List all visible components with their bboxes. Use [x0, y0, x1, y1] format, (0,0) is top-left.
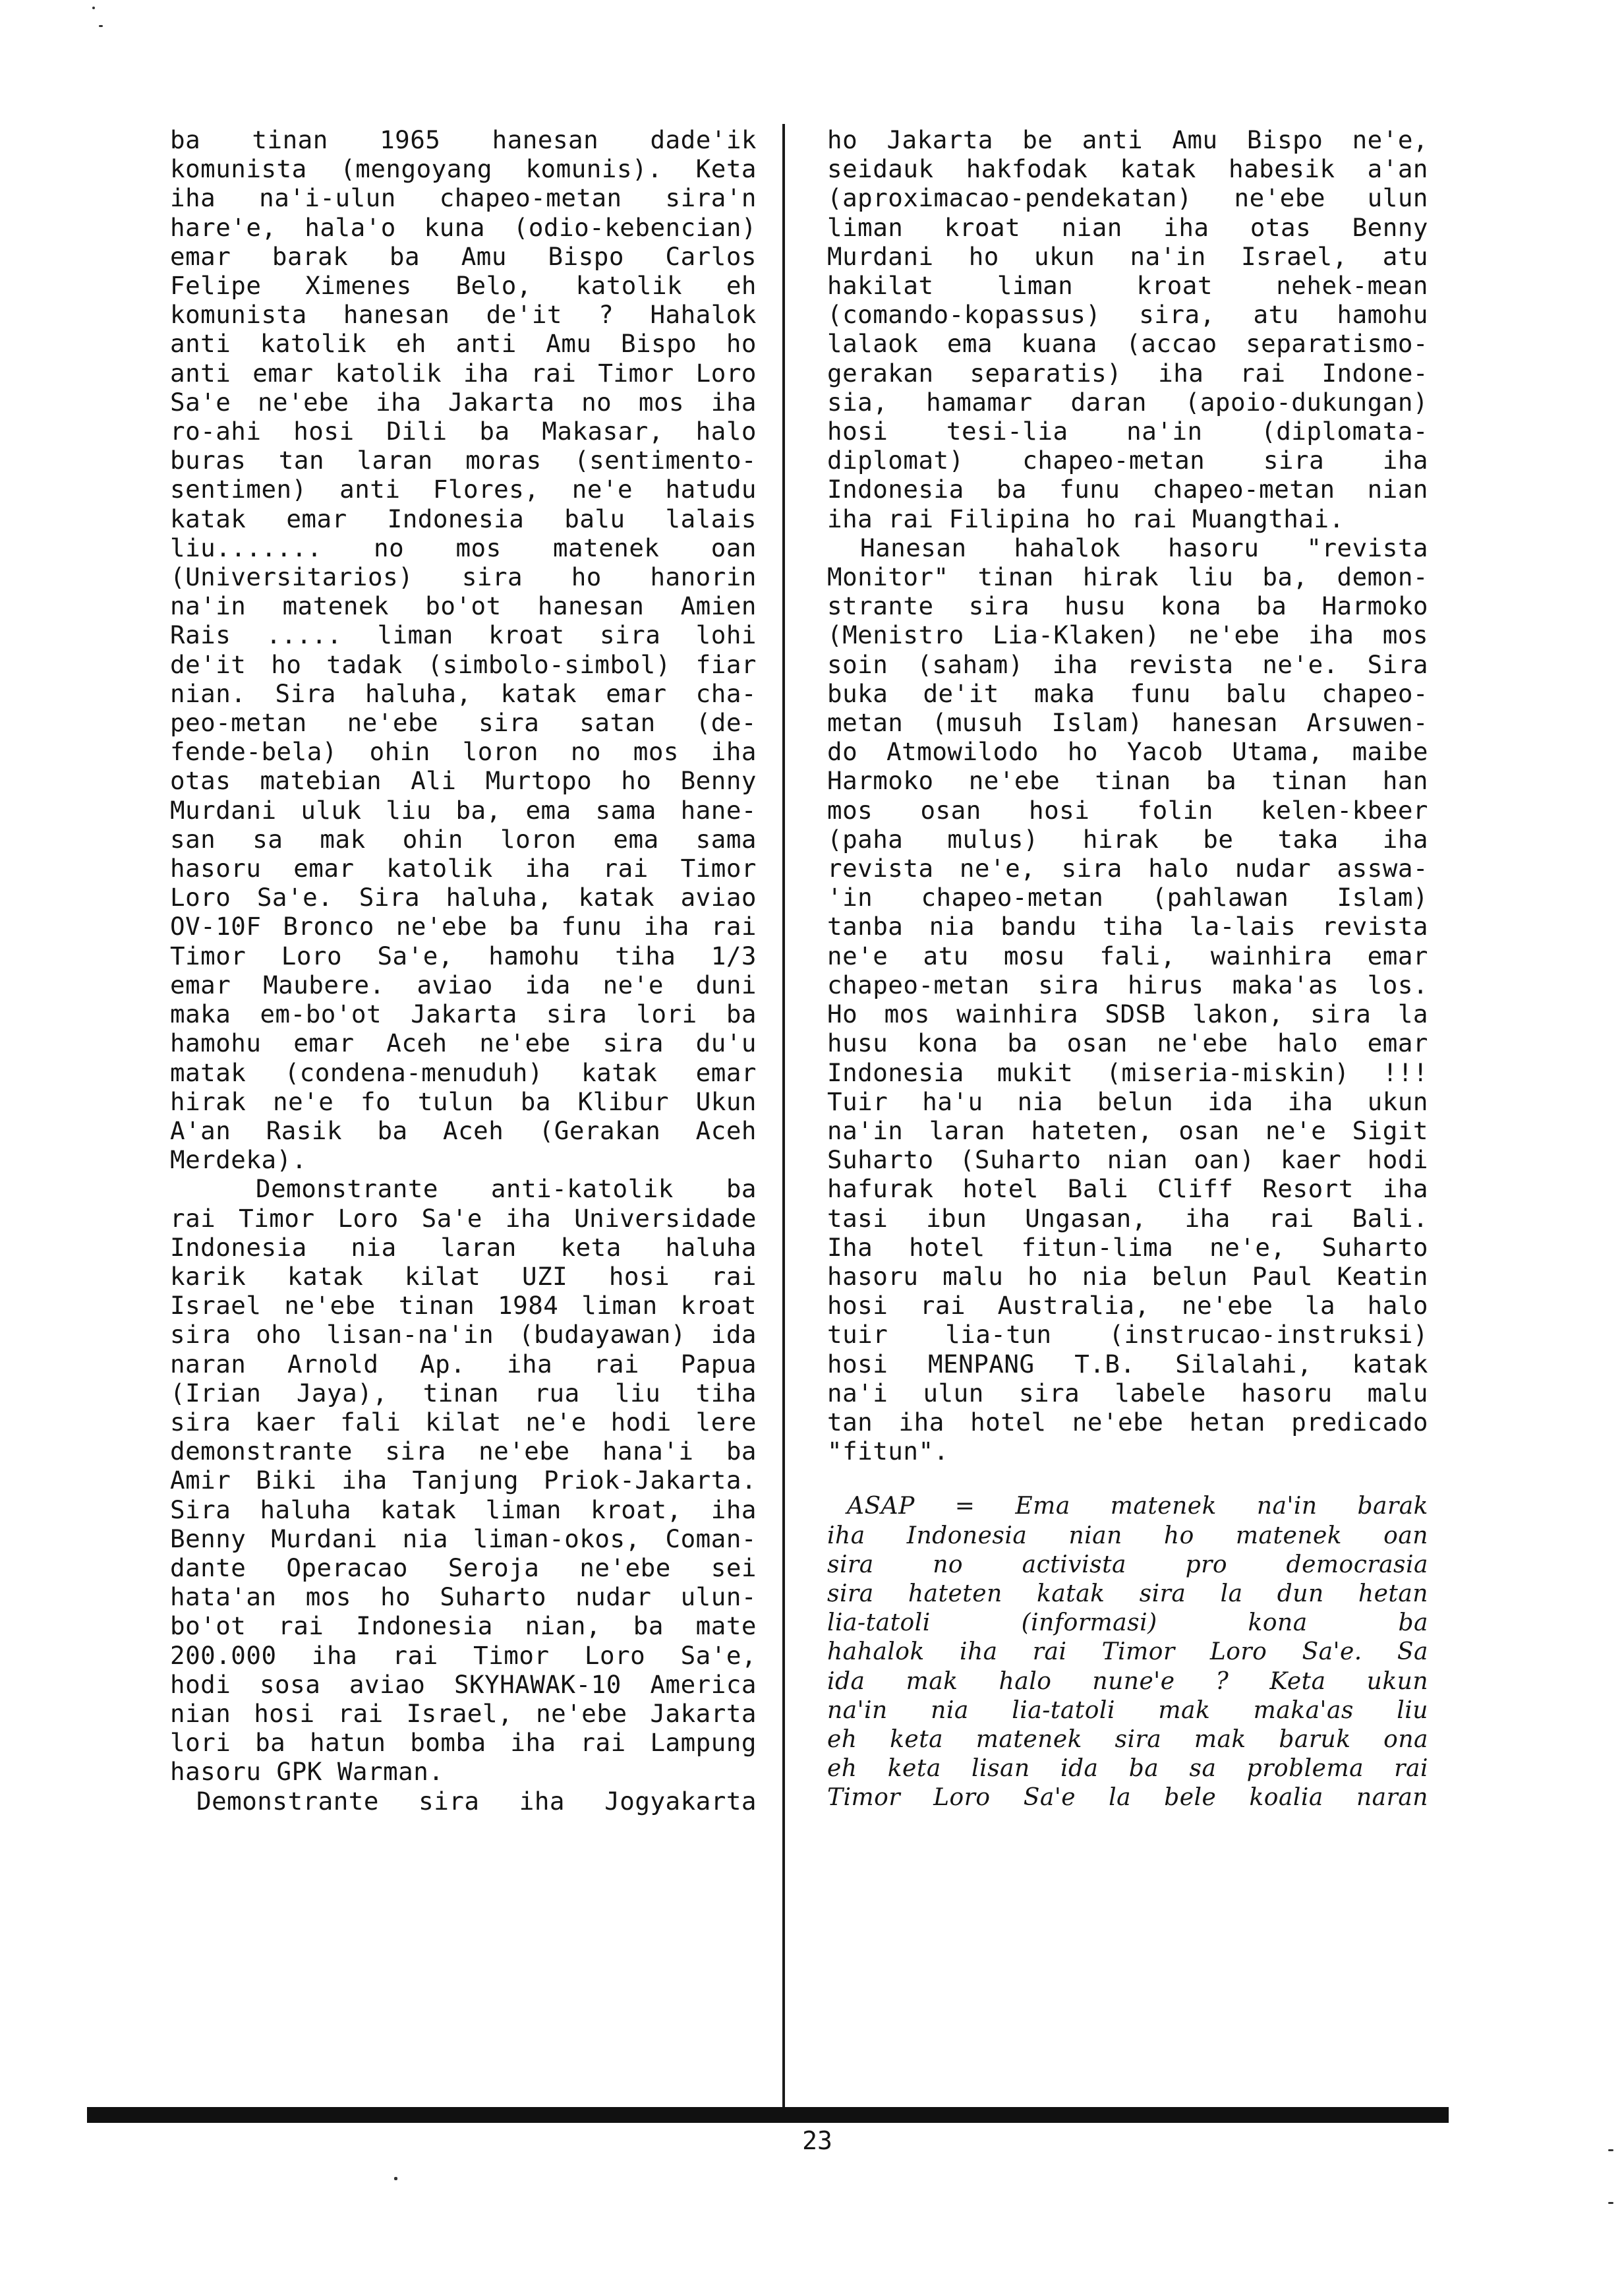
text-line: Rais ..... liman kroat sira lohi: [170, 620, 757, 650]
text-line: de'it ho tadak (simbolo-simbol) fiar: [170, 649, 757, 679]
text-line: Murdani uluk liu ba, ema sama hane-: [170, 795, 757, 825]
text-line: eh keta matenek sira mak baruk ona: [827, 1725, 1428, 1753]
text-line: Tuir ha'u nia belun ida iha ukun: [827, 1086, 1428, 1116]
text-line: na'in matenek bo'ot hanesan Amien: [170, 591, 757, 621]
text-line: Sa'e ne'ebe iha Jakarta no mos iha: [170, 387, 757, 417]
text-line: hodi sosa aviao SKYHAWAK-10 America: [170, 1669, 757, 1699]
text-line: ida mak halo nune'e ? Keta ukun: [827, 1667, 1428, 1695]
text-line: sira oho lisan-na'in (budayawan) ida: [170, 1320, 757, 1350]
text-line: karik katak kilat UZI hosi rai: [170, 1261, 757, 1291]
text-line: (Universitarios) sira ho hanorin: [170, 562, 757, 592]
text-line: fende-bela) ohin loron no mos iha: [170, 737, 757, 767]
text-line: ho Jakarta be anti Amu Bispo ne'e,: [827, 125, 1428, 154]
text-line: strante sira husu kona ba Harmoko: [827, 591, 1428, 621]
text-line: "fitun".: [827, 1437, 949, 1466]
footer-rule: [87, 2107, 1449, 2123]
italic-note: [827, 1492, 1428, 1812]
text-line: hare'e, hala'o kuna (odio-kebencian): [170, 212, 757, 242]
text-line: na'in nia lia-tatoli mak maka'as liu: [827, 1696, 1428, 1724]
text-line: seidauk hakfodak katak habesik a'an: [827, 154, 1428, 184]
text-line: hafurak hotel Bali Cliff Resort iha: [827, 1174, 1428, 1204]
left-column: [170, 125, 757, 1816]
text-line: (paha mulus) hirak be taka iha: [827, 824, 1428, 854]
text-line: Timor Loro Sa'e, hamohu tiha 1/3: [170, 941, 757, 970]
text-line: Loro Sa'e. Sira haluha, katak aviao: [170, 883, 757, 912]
text-line: Timor Loro Sa'e la bele koalia naran: [827, 1784, 1428, 1812]
text-line: buras tan laran moras (sentimento-: [170, 446, 757, 475]
text-line: 'in chapeo-metan (pahlawan Islam): [827, 883, 1428, 912]
text-line: lalaok ema kuana (accao separatismo-: [827, 329, 1428, 359]
text-line: Sira haluha katak liman kroat, iha: [170, 1495, 757, 1524]
text-line: tuir lia-tun (instrucao-instruksi): [827, 1320, 1428, 1350]
text-line: nian. Sira haluha, katak emar cha-: [170, 678, 757, 708]
text-line: san sa mak ohin loron ema sama: [170, 824, 757, 854]
text-line: matak (condena-menuduh) katak emar: [170, 1057, 757, 1087]
text-line: ba tinan 1965 hanesan dade'ik: [170, 125, 757, 154]
text-line: OV-10F Bronco ne'ebe ba funu iha rai: [170, 912, 757, 941]
text-line: hirak ne'e fo tulun ba Klibur Ukun: [170, 1086, 757, 1116]
text-line: sentimen) anti Flores, ne'e hatudu: [170, 475, 757, 504]
text-line: anti katolik eh anti Amu Bispo ho: [170, 329, 757, 359]
text-line: Indonesia ba funu chapeo-metan nian: [827, 475, 1428, 504]
text-line: hata'an mos ho Suharto nudar ulun-: [170, 1582, 757, 1612]
text-line: lia-tatoli (informasi) kona ba: [827, 1609, 1428, 1637]
text-line: hasoru emar katolik iha rai Timor: [170, 854, 757, 883]
scan-speck: [394, 2177, 397, 2180]
text-line: hasoru malu ho nia belun Paul Keatin: [827, 1261, 1428, 1291]
page-number: 23: [802, 2126, 832, 2155]
text-line: tasi ibun Ungasan, iha rai Bali.: [827, 1203, 1428, 1233]
text-line: sia, hamamar daran (apoio-dukungan): [827, 387, 1428, 417]
text-line: liman kroat nian iha otas Benny: [827, 212, 1428, 242]
text-line: ASAP = Ema matenek na'in barak: [847, 1493, 1428, 1520]
right-column: [827, 125, 1428, 1813]
text-line: Iha hotel fitun-lima ne'e, Suharto: [827, 1232, 1428, 1262]
text-line: naran Arnold Ap. iha rai Papua: [170, 1349, 757, 1379]
text-line: Demonstrante sira iha Jogyakarta: [196, 1786, 757, 1816]
text-line: Monitor" tinan hirak liu ba, demon-: [827, 562, 1428, 592]
text-line: metan (musuh Islam) hanesan Arsuwen-: [827, 708, 1428, 738]
text-line: hosi tesi-lia na'in (diplomata-: [827, 417, 1428, 446]
text-line: (aproximacao-pendekatan) ne'ebe ulun: [827, 183, 1428, 213]
text-line: bo'ot rai Indonesia nian, ba mate: [170, 1611, 757, 1641]
text-line: na'i ulun sira labele hasoru malu: [827, 1378, 1428, 1408]
text-line: katak emar Indonesia balu lalais: [170, 504, 757, 533]
scan-speck: [1608, 2202, 1613, 2204]
text-line: revista ne'e, sira halo nudar asswa-: [827, 854, 1428, 883]
text-line: 200.000 iha rai Timor Loro Sa'e,: [170, 1640, 757, 1670]
text-line: sira kaer fali kilat ne'e hodi lere: [170, 1407, 757, 1437]
text-line: peo-metan ne'ebe sira satan (de-: [170, 708, 757, 738]
text-line: Merdeka).: [170, 1145, 307, 1175]
text-line: iha Indonesia nian ho matenek oan: [827, 1522, 1428, 1549]
text-line: soin (saham) iha revista ne'e. Sira: [827, 649, 1428, 679]
text-line: ro-ahi hosi Dili ba Makasar, halo: [170, 417, 757, 446]
text-line: tan iha hotel ne'ebe hetan predicado: [827, 1407, 1428, 1437]
text-line: husu kona ba osan ne'ebe halo emar: [827, 1028, 1428, 1058]
text-line: A'an Rasik ba Aceh (Gerakan Aceh: [170, 1115, 757, 1145]
text-line: Murdani ho ukun na'in Israel, atu: [827, 241, 1428, 271]
paragraph-gap: [827, 1466, 1428, 1492]
text-line: Harmoko ne'ebe tinan ba tinan han: [827, 766, 1428, 796]
text-line: tanba nia bandu tiha la-lais revista: [827, 912, 1428, 941]
text-line: na'in laran hateten, osan ne'e Sigit: [827, 1115, 1428, 1145]
text-line: (Irian Jaya), tinan rua liu tiha: [170, 1378, 757, 1408]
text-line: Israel ne'ebe tinan 1984 liman kroat: [170, 1291, 757, 1321]
text-line: komunista (mengoyang komunis). Keta: [170, 154, 757, 184]
text-line: anti emar katolik iha rai Timor Loro: [170, 358, 757, 388]
text-line: lori ba hatun bomba iha rai Lampung: [170, 1728, 757, 1758]
text-line: dante Operacao Seroja ne'ebe sei: [170, 1553, 757, 1582]
scan-speck: [92, 7, 95, 9]
text-line: Suharto (Suharto nian oan) kaer hodi: [827, 1145, 1428, 1175]
text-line: diplomat) chapeo-metan sira iha: [827, 446, 1428, 475]
text-line: demonstrante sira ne'ebe hana'i ba: [170, 1437, 757, 1466]
text-line: iha na'i-ulun chapeo-metan sira'n: [170, 183, 757, 213]
text-line: rai Timor Loro Sa'e iha Universidade: [170, 1203, 757, 1233]
text-line: ne'e atu mosu fali, wainhira emar: [827, 941, 1428, 970]
text-line: do Atmowilodo ho Yacob Utama, maibe: [827, 737, 1428, 767]
text-line: hamohu emar Aceh ne'ebe sira du'u: [170, 1028, 757, 1058]
text-line: emar barak ba Amu Bispo Carlos: [170, 241, 757, 271]
text-line: sira hateten katak sira la dun hetan: [827, 1580, 1428, 1607]
text-line: Indonesia nia laran keta haluha: [170, 1232, 757, 1262]
text-line: Felipe Ximenes Belo, katolik eh: [170, 271, 757, 301]
text-line: Indonesia mukit (miseria-miskin) !!!: [827, 1057, 1428, 1087]
text-line: otas matebian Ali Murtopo ho Benny: [170, 766, 757, 796]
text-line: liu....... no mos matenek oan: [170, 533, 757, 562]
text-line: hakilat liman kroat nehek-mean: [827, 271, 1428, 301]
column-divider: [782, 124, 785, 2115]
text-line: hahalok iha rai Timor Loro Sa'e. Sa: [827, 1638, 1428, 1666]
text-line: maka em-bo'ot Jakarta sira lori ba: [170, 999, 757, 1029]
text-line: buka de'it maka funu balu chapeo-: [827, 678, 1428, 708]
text-line: (comando-kopassus) sira, atu hamohu: [827, 300, 1428, 330]
text-line: nian hosi rai Israel, ne'ebe Jakarta: [170, 1698, 757, 1728]
text-line: hosi rai Australia, ne'ebe la halo: [827, 1291, 1428, 1321]
scan-speck: [99, 25, 103, 27]
text-line: eh keta lisan ida ba sa problema rai: [827, 1755, 1428, 1783]
text-line: Demonstrante anti-katolik ba: [256, 1174, 757, 1204]
text-line: emar Maubere. aviao ida ne'e duni: [170, 970, 757, 999]
text-line: mos osan hosi folin kelen-kbeer: [827, 795, 1428, 825]
text-line: sira no activista pro democrasia: [827, 1551, 1428, 1578]
text-line: (Menistro Lia-Klaken) ne'ebe iha mos: [827, 620, 1428, 650]
text-line: Hanesan hahalok hasoru "revista: [860, 533, 1428, 562]
scan-speck: [1608, 2149, 1613, 2151]
text-line: chapeo-metan sira hirus maka'as los.: [827, 970, 1428, 999]
text-line: Benny Murdani nia liman-okos, Coman-: [170, 1524, 757, 1553]
text-line: Amir Biki iha Tanjung Priok-Jakarta.: [170, 1466, 757, 1495]
text-line: Ho mos wainhira SDSB lakon, sira la: [827, 999, 1428, 1029]
text-line: gerakan separatis) iha rai Indone-: [827, 358, 1428, 388]
text-line: hosi MENPANG T.B. Silalahi, katak: [827, 1349, 1428, 1379]
text-line: hasoru GPK Warman.: [170, 1757, 444, 1787]
text-line: komunista hanesan de'it ? Hahalok: [170, 300, 757, 330]
text-line: iha rai Filipina ho rai Muangthai.: [827, 504, 1345, 533]
